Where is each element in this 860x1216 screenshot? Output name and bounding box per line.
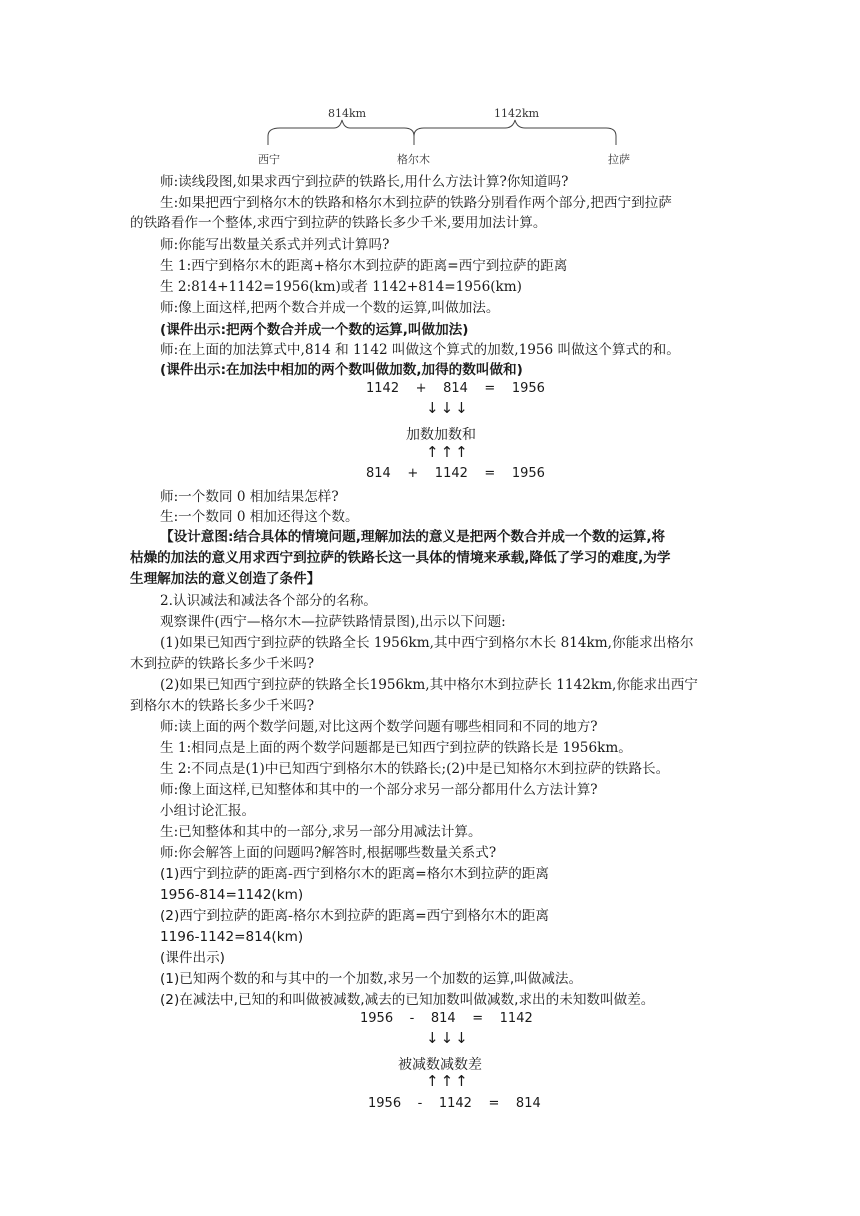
point-label-lhasa: 拉萨 xyxy=(608,153,630,166)
brace-right xyxy=(414,120,616,145)
subtraction-equation-bottom: 1956 - 1142 = 814 xyxy=(368,1096,541,1111)
text-line: 的铁路看作一个整体,求西宁到拉萨的铁路长多少千米,要用加法计算。 xyxy=(130,215,547,231)
brace-left xyxy=(268,120,414,145)
point-label-xining: 西宁 xyxy=(258,153,280,166)
text-line: 1196-1142=814(km) xyxy=(160,929,304,945)
text-line: 生 2:不同点是(1)中已知西宁到格尔木的铁路长;(2)中是已知格尔木到拉萨的铁路长。 xyxy=(160,761,670,777)
subtraction-part-labels: 被减数减数差 xyxy=(398,1057,482,1073)
addition-part-labels: 加数加数和 xyxy=(406,427,476,443)
text-line: (2)在减法中,已知的和叫做被减数,减去的已知加数叫做减数,求出的未知数叫做差。 xyxy=(160,992,655,1008)
text-line: 木到拉萨的铁路长多少千米吗? xyxy=(130,656,315,672)
text-line: 师:你会解答上面的问题吗?解答时,根据哪些数量关系式? xyxy=(160,845,497,861)
text-line: (1)如果已知西宁到拉萨的铁路全长 1956km,其中西宁到格尔木长 814km,你能求出格尔 xyxy=(160,635,694,651)
text-line: 生 1:西宁到格尔木的距离+格尔木到拉萨的距离=西宁到拉萨的距离 xyxy=(160,258,568,274)
text-line: 到格尔木的铁路长多少千米吗? xyxy=(130,698,315,714)
text-line: (1)西宁到拉萨的距离-西宁到格尔木的距离=格尔木到拉萨的距离 xyxy=(160,866,549,882)
text-line: 1956-814=1142(km) xyxy=(160,887,304,903)
text-line: 观察课件(西宁—格尔木—拉萨铁路情景图),出示以下问题: xyxy=(160,614,506,630)
subtraction-equation-top: 1956 - 814 = 1142 xyxy=(360,1011,533,1026)
section-heading: 2.认识减法和减法各个部分的名称。 xyxy=(160,593,377,609)
text-line: (2)西宁到拉萨的距离-格尔木到拉萨的距离=西宁到格尔木的距离 xyxy=(160,908,549,924)
text-line: 师:读线段图,如果求西宁到拉萨的铁路长,用什么方法计算?你知道吗? xyxy=(160,174,569,190)
text-line: 师:在上面的加法算式中,814 和 1142 叫做这个算式的加数,1956 叫做这个算式的和。 xyxy=(160,342,680,358)
design-intent-line: 生理解加法的意义创造了条件】 xyxy=(130,571,321,587)
segment-label-2: 1142km xyxy=(494,107,540,120)
design-intent-line: 【设计意图:结合具体的情境问题,理解加法的意义是把两个数合并成一个数的运算,将 xyxy=(160,529,666,545)
down-arrows-icon: ↓↓↓ xyxy=(426,1029,470,1047)
text-line: 师:你能写出数量关系式并列式计算吗? xyxy=(160,237,390,253)
line-segment-diagram xyxy=(0,0,860,175)
addition-equation-bottom: 814 + 1142 = 1956 xyxy=(366,466,545,481)
up-arrows-icon: ↑↑↑ xyxy=(426,1072,470,1090)
text-line: 生 1:相同点是上面的两个数学问题都是已知西宁到拉萨的铁路长是 1956km。 xyxy=(160,740,632,756)
addition-equation-top: 1142 + 814 = 1956 xyxy=(366,381,545,396)
text-line: (课件出示) xyxy=(160,950,225,966)
text-line: (1)已知两个数的和与其中的一个加数,求另一个加数的运算,叫做减法。 xyxy=(160,971,583,987)
text-line: 生:如果把西宁到格尔木的铁路和格尔木到拉萨的铁路分别看作两个部分,把西宁到拉萨 xyxy=(160,195,672,211)
text-line: 小组讨论汇报。 xyxy=(160,803,256,819)
text-line: 生 2:814+1142=1956(km)或者 1142+814=1956(km) xyxy=(160,279,522,295)
down-arrows-icon: ↓↓↓ xyxy=(426,399,470,417)
text-line: 师:读上面的两个数学问题,对比这两个数学问题有哪些相同和不同的地方? xyxy=(160,719,598,735)
text-line: (课件出示:在加法中相加的两个数叫做加数,加得的数叫做和) xyxy=(160,362,523,378)
text-line: 生:一个数同 0 相加还得这个数。 xyxy=(160,509,359,525)
up-arrows-icon: ↑↑↑ xyxy=(426,443,470,461)
text-line: 生:已知整体和其中的一部分,求另一部分用减法计算。 xyxy=(160,824,482,840)
point-label-golmud: 格尔木 xyxy=(397,153,430,166)
text-line: 师:像上面这样,已知整体和其中的一个部分求另一部分都用什么方法计算? xyxy=(160,782,598,798)
text-line: 师:像上面这样,把两个数合并成一个数的运算,叫做加法。 xyxy=(160,300,500,316)
segment-label-1: 814km xyxy=(328,107,367,120)
text-line: (2)如果已知西宁到拉萨的铁路全长1956km,其中格尔木到拉萨长 1142km,你能求出西宁 xyxy=(160,677,698,693)
text-line: 师:一个数同 0 相加结果怎样? xyxy=(160,489,339,505)
text-line: (课件出示:把两个数合并成一个数的运算,叫做加法) xyxy=(160,322,469,338)
design-intent-line: 枯燥的加法的意义用求西宁到拉萨的铁路长这一具体的情境来承载,降低了学习的难度,为学 xyxy=(130,550,671,566)
